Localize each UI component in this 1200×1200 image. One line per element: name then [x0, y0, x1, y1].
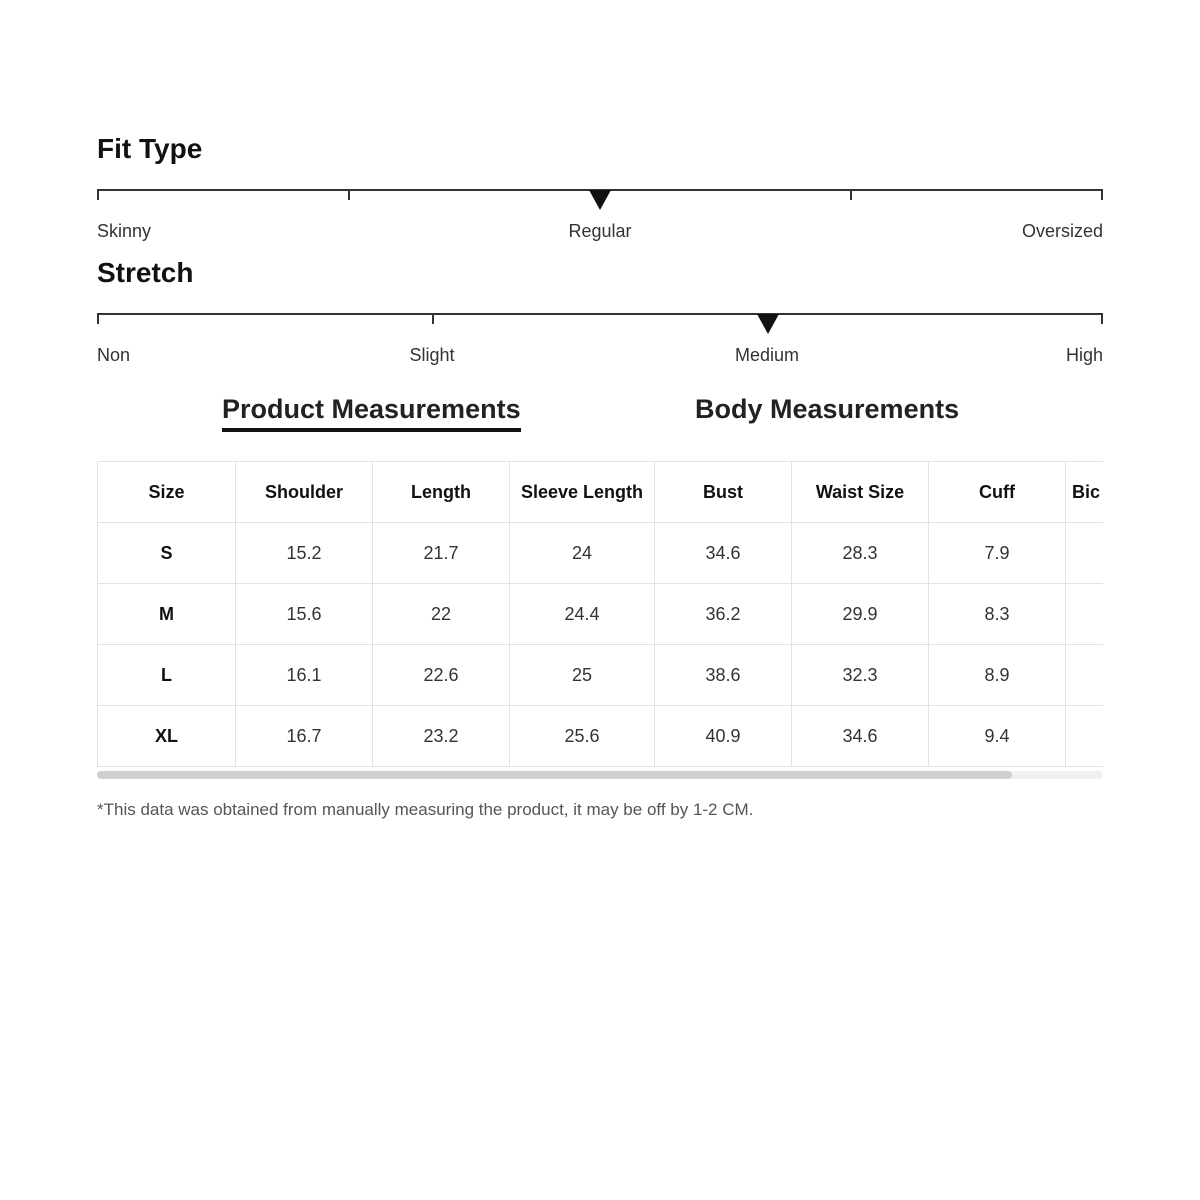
header-size: Size: [98, 462, 236, 523]
table-cell: 8.3: [929, 584, 1066, 645]
table-cell: 28.3: [792, 523, 929, 584]
measurement-footnote: *This data was obtained from manually measuring the product, it may be off by 1-2 CM.: [97, 800, 754, 819]
tab-body-measurements[interactable]: Body Measurements: [695, 394, 960, 424]
stretch-scale-line: [97, 313, 1103, 315]
measurement-tabs: [0, 394, 1200, 444]
table-cell: 23.2: [373, 706, 510, 767]
table-cell: 22: [373, 584, 510, 645]
table-cell: 38.6: [655, 645, 792, 706]
fit-type-label-regular: Regular: [568, 221, 632, 241]
stretch-tick: [1101, 313, 1103, 324]
stretch-scale: [97, 313, 1103, 373]
table-row: [98, 706, 1104, 767]
table-row: [98, 645, 1104, 706]
fit-type-title: Fit Type: [97, 133, 203, 164]
stretch-label-medium: Medium: [734, 345, 800, 365]
stretch-label-high: High: [1065, 345, 1103, 365]
table-cell: [1066, 645, 1104, 706]
table-cell: 22.6: [373, 645, 510, 706]
fit-type-label-skinny: Skinny: [97, 221, 152, 241]
table-cell: L: [98, 645, 236, 706]
table-cell: 25.6: [510, 706, 655, 767]
table-cell: 32.3: [792, 645, 929, 706]
table-cell: 36.2: [655, 584, 792, 645]
header-bust: Bust: [655, 462, 792, 523]
stretch-tick: [432, 313, 434, 324]
table-cell: 15.6: [236, 584, 373, 645]
header-sleeve-length: Sleeve Length: [510, 462, 655, 523]
table-cell: 34.6: [792, 706, 929, 767]
header-shoulder: Shoulder: [236, 462, 373, 523]
table-cell: 40.9: [655, 706, 792, 767]
table-scrollbar[interactable]: [97, 771, 1103, 779]
table-cell: 16.1: [236, 645, 373, 706]
stretch-marker-icon: [757, 314, 779, 334]
stretch-label-non: Non: [97, 345, 131, 365]
fit-type-tick: [850, 189, 852, 200]
fit-type-label-oversized: Oversized: [1021, 221, 1103, 241]
tab-product-measurements[interactable]: Product Measurements: [222, 394, 521, 432]
table-cell: 29.9: [792, 584, 929, 645]
measurement-table: [97, 461, 1103, 767]
stretch-tick: [97, 313, 99, 324]
table-cell: S: [98, 523, 236, 584]
table-scrollbar-thumb[interactable]: [97, 771, 1012, 779]
table-cell: 25: [510, 645, 655, 706]
header-cuff: Cuff: [929, 462, 1066, 523]
header-length: Length: [373, 462, 510, 523]
fit-type-marker-icon: [589, 190, 611, 210]
table-cell: 24.4: [510, 584, 655, 645]
table-cell: 21.7: [373, 523, 510, 584]
table-cell: [1066, 584, 1104, 645]
fit-type-scale: [97, 189, 1103, 249]
table-cell: 34.6: [655, 523, 792, 584]
fit-type-tick: [97, 189, 99, 200]
table-cell: [1066, 523, 1104, 584]
table-row: [98, 523, 1104, 584]
table-row: [98, 584, 1104, 645]
table-cell: [1066, 706, 1104, 767]
table-cell: 16.7: [236, 706, 373, 767]
table-cell: 24: [510, 523, 655, 584]
table-cell: 8.9: [929, 645, 1066, 706]
table-cell: M: [98, 584, 236, 645]
table-cell: 7.9: [929, 523, 1066, 584]
header-waist-size: Waist Size: [792, 462, 929, 523]
table-cell: 15.2: [236, 523, 373, 584]
fit-type-tick: [1101, 189, 1103, 200]
stretch-title: Stretch: [97, 257, 194, 288]
table-cell: XL: [98, 706, 236, 767]
fit-type-tick: [348, 189, 350, 200]
header-bicep: Bic: [1066, 462, 1104, 523]
table-cell: 9.4: [929, 706, 1066, 767]
table-header-row: [98, 462, 1104, 523]
stretch-label-slight: Slight: [409, 345, 455, 365]
measurement-table-container[interactable]: [97, 461, 1103, 781]
